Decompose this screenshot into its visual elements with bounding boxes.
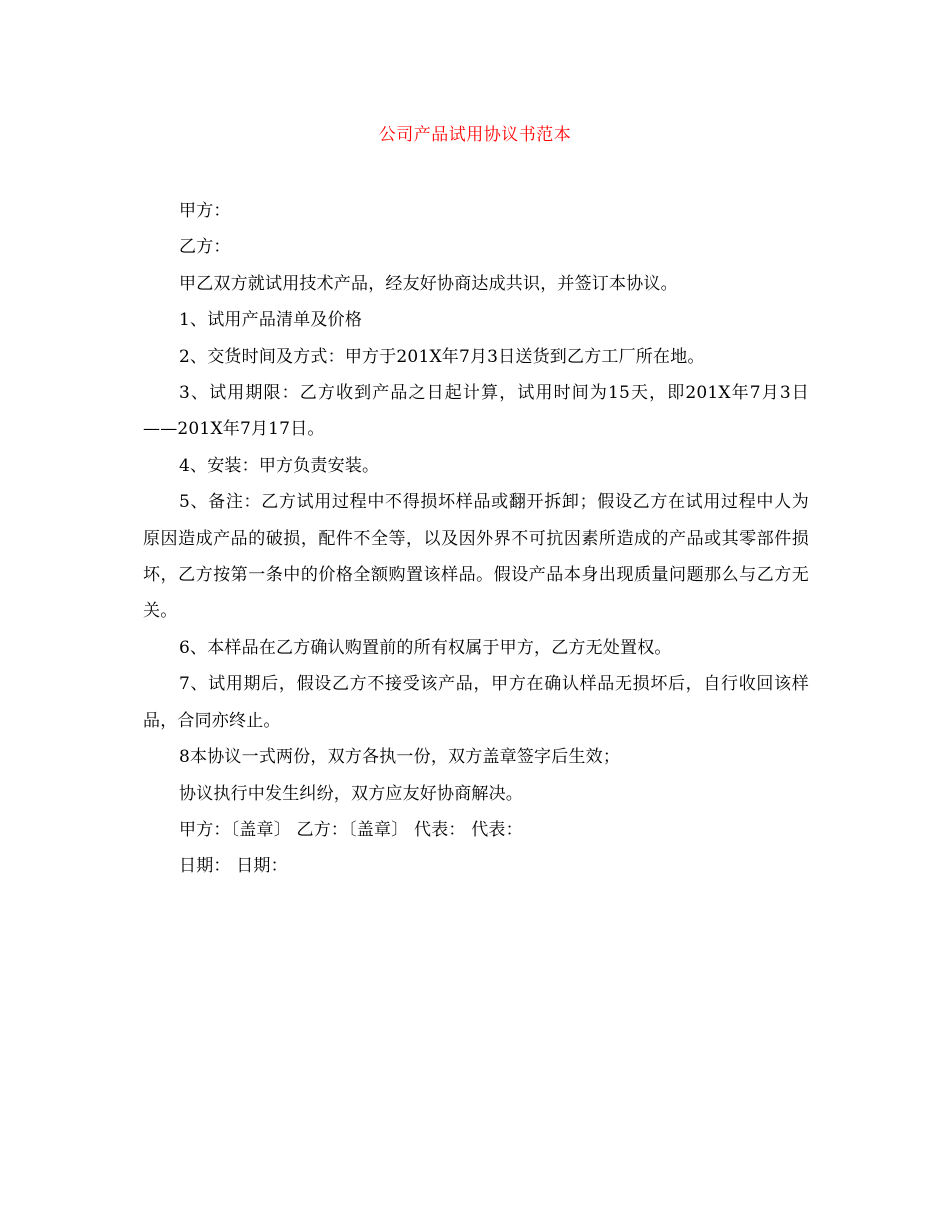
clause-4: 4、安装：甲方负责安装。 [179, 455, 380, 476]
clause-2: 2、交货时间及方式：甲方于201X年7月3日送货到乙方工厂所在地。 [179, 346, 705, 367]
clause-1: 1、试用产品清单及价格 [179, 310, 363, 331]
clause-5: 5、备注：乙方试用过程中不得损坏样品或翻开拆卸；假设乙方在试用过程中人为原因造成产品的破损，配件不全等，以及因外界不可抗因素所造成的产品或其零部件损坏，乙方按第一条中的价格全额购置该样品。假设产品本身出现质量问题那么与乙方无关。 [143, 492, 809, 622]
clause-8: 8本协议一式两份，双方各执一份，双方盖章签字后生效； [179, 747, 621, 768]
signature-line: 甲方：〔盖章〕 乙方：〔盖章〕 代表： 代表： [179, 819, 523, 840]
document-body [143, 193, 809, 885]
party-b-line: 乙方： [179, 237, 231, 258]
date-line: 日期： 日期： [179, 856, 288, 877]
clause-7: 7、试用期后，假设乙方不接受该产品，甲方在确认样品无损坏后，自行收回该样品，合同亦终止。 [143, 674, 809, 731]
party-a-line: 甲方： [179, 201, 231, 221]
dispute-resolution: 协议执行中发生纠纷，双方应友好协商解决。 [179, 783, 523, 804]
clause-6: 6、本样品在乙方确认购置前的所有权属于甲方，乙方无处置权。 [179, 637, 672, 658]
agreement-intro: 甲乙双方就试用技术产品，经友好协商达成共识，并签订本协议。 [179, 273, 678, 294]
document-title: 公司产品试用协议书范本 [378, 125, 572, 145]
clause-3: 3、试用期限：乙方收到产品之日起计算，试用时间为15天，即201X年7月3日——201X年7月17日。 [143, 383, 809, 440]
